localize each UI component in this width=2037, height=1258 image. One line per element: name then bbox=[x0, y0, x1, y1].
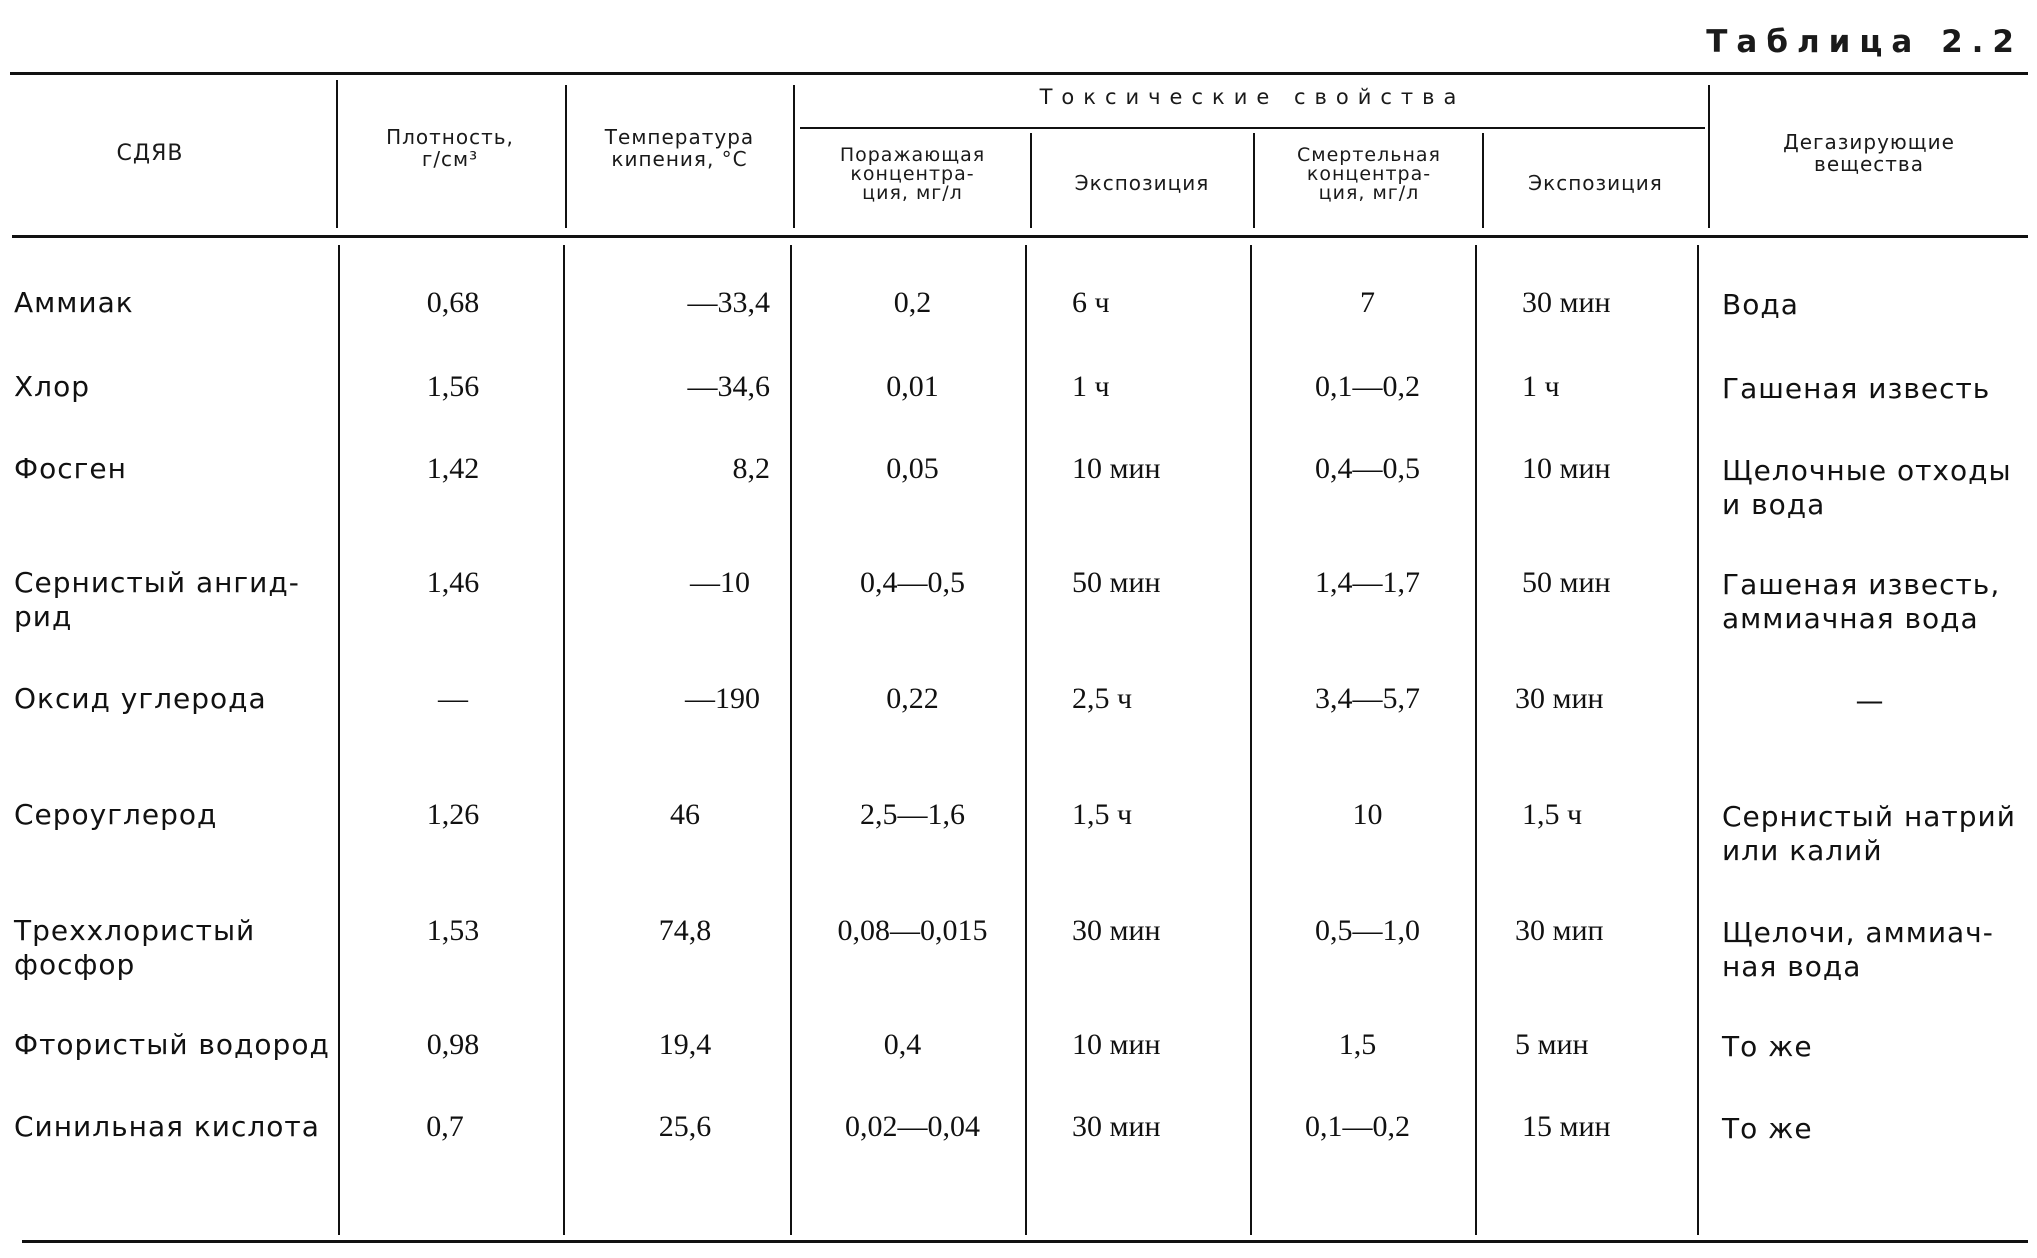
row-4-name: Сернистый ангид- рид bbox=[14, 566, 300, 633]
header-toxic-properties: Токсические свойства bbox=[1039, 85, 1466, 109]
bottom-rule bbox=[22, 1240, 2028, 1243]
row-1-damaging: 0,2 bbox=[893, 286, 932, 319]
row-4-density: 1,46 bbox=[426, 566, 480, 599]
header-degassing: Дегазирующие вещества bbox=[1783, 130, 1955, 176]
row-7-exposure-2: 30 мип bbox=[1515, 914, 1604, 947]
row-9-boiling: 25,6 bbox=[658, 1110, 712, 1143]
row-9-density: 0,7 bbox=[426, 1110, 464, 1143]
row-1-density: 0,68 bbox=[426, 286, 480, 319]
row-6-boiling: 46 bbox=[670, 798, 700, 831]
row-7-exposure-1: 30 мин bbox=[1072, 914, 1161, 947]
row-1-exposure-2: 30 мин bbox=[1522, 286, 1611, 319]
header-divider-5 bbox=[1253, 133, 1255, 228]
row-8-exposure-2: 5 мин bbox=[1515, 1028, 1589, 1061]
row-8-damaging: 0,4 bbox=[883, 1028, 922, 1061]
row-1-exposure-1: 6 ч bbox=[1072, 286, 1110, 319]
row-6-name: Сероуглерод bbox=[14, 798, 218, 831]
header-bottom-rule bbox=[12, 235, 2028, 238]
row-7-degassing: Щелочи, аммиач- ная вода bbox=[1722, 916, 1994, 983]
body-divider-4 bbox=[1025, 245, 1027, 1235]
row-8-boiling: 19,4 bbox=[658, 1028, 712, 1061]
row-2-name: Хлор bbox=[14, 370, 90, 403]
row-4-lethal: 1,4—1,7 bbox=[1315, 566, 1420, 599]
header-divider-2 bbox=[565, 85, 567, 228]
header-substance: СДЯВ bbox=[116, 141, 184, 166]
row-9-exposure-2: 15 мин bbox=[1522, 1110, 1611, 1143]
body-divider-5 bbox=[1250, 245, 1252, 1235]
row-1-boiling: —33,4 bbox=[687, 286, 770, 319]
row-6-damaging: 2,5—1,6 bbox=[860, 798, 965, 831]
row-1-name: Аммиак bbox=[14, 286, 134, 319]
row-3-damaging: 0,05 bbox=[886, 452, 939, 485]
row-2-exposure-1: 1 ч bbox=[1072, 370, 1110, 403]
header-divider-3 bbox=[793, 85, 795, 228]
row-9-damaging: 0,02—0,04 bbox=[845, 1110, 980, 1143]
row-7-name: Треххлористый фосфор bbox=[14, 914, 256, 981]
toxic-group-rule bbox=[800, 127, 1705, 129]
row-2-damaging: 0,01 bbox=[886, 370, 939, 403]
body-divider-1 bbox=[338, 245, 340, 1235]
row-6-exposure-2: 1,5 ч bbox=[1522, 798, 1583, 831]
row-4-exposure-2: 50 мин bbox=[1522, 566, 1611, 599]
row-3-density: 1,42 bbox=[426, 452, 480, 485]
row-5-density: — bbox=[438, 682, 468, 715]
row-4-degassing: Гашеная известь, аммиачная вода bbox=[1722, 568, 2001, 635]
row-5-degassing: — bbox=[1855, 684, 1885, 717]
row-4-damaging: 0,4—0,5 bbox=[860, 566, 965, 599]
row-2-lethal: 0,1—0,2 bbox=[1315, 370, 1420, 403]
body-divider-7 bbox=[1697, 245, 1699, 1235]
header-divider-7 bbox=[1708, 85, 1710, 228]
body-divider-2 bbox=[563, 245, 565, 1235]
row-7-boiling: 74,8 bbox=[658, 914, 712, 947]
row-8-lethal: 1,5 bbox=[1338, 1028, 1377, 1061]
row-3-boiling: 8,2 bbox=[732, 452, 770, 485]
row-9-degassing: То же bbox=[1722, 1112, 1813, 1145]
header-divider-4 bbox=[1030, 133, 1032, 228]
header-divider-1 bbox=[336, 80, 338, 228]
row-5-boiling: —190 bbox=[685, 682, 760, 715]
body-divider-3 bbox=[790, 245, 792, 1235]
header-lethal-concentration: Смертельная концентра- ция, мг/л bbox=[1297, 144, 1441, 204]
header-damaging-concentration: Поражающая концентра- ция, мг/л bbox=[839, 144, 986, 204]
row-8-exposure-1: 10 мин bbox=[1072, 1028, 1161, 1061]
row-7-density: 1,53 bbox=[426, 914, 480, 947]
row-1-lethal: 7 bbox=[1360, 286, 1375, 319]
row-5-exposure-2: 30 мин bbox=[1515, 682, 1604, 715]
row-4-boiling: —10 bbox=[690, 566, 750, 599]
row-8-density: 0,98 bbox=[426, 1028, 480, 1061]
row-4-exposure-1: 50 мин bbox=[1072, 566, 1161, 599]
row-6-degassing: Сернистый натрий или калий bbox=[1722, 800, 2016, 867]
header-density: Плотность, г/см³ bbox=[386, 125, 514, 171]
row-6-exposure-1: 1,5 ч bbox=[1072, 798, 1133, 831]
row-2-boiling: —34,6 bbox=[687, 370, 770, 403]
row-5-name: Оксид углерода bbox=[14, 682, 267, 715]
row-2-degassing: Гашеная известь bbox=[1722, 372, 1991, 405]
row-9-lethal: 0,1—0,2 bbox=[1305, 1110, 1410, 1143]
row-7-damaging: 0,08—0,015 bbox=[837, 914, 988, 947]
row-7-lethal: 0,5—1,0 bbox=[1315, 914, 1420, 947]
row-5-damaging: 0,22 bbox=[886, 682, 939, 715]
row-3-degassing: Щелочные отходы и вода bbox=[1722, 454, 2012, 521]
row-6-density: 1,26 bbox=[426, 798, 480, 831]
row-6-lethal: 10 bbox=[1352, 798, 1383, 831]
row-1-degassing: Вода bbox=[1722, 288, 1799, 321]
row-9-exposure-1: 30 мин bbox=[1072, 1110, 1161, 1143]
row-3-exposure-2: 10 мин bbox=[1522, 452, 1611, 485]
row-8-degassing: То же bbox=[1722, 1030, 1813, 1063]
row-2-density: 1,56 bbox=[426, 370, 480, 403]
row-3-lethal: 0,4—0,5 bbox=[1315, 452, 1420, 485]
table-caption: Таблица 2.2 bbox=[1706, 24, 2023, 60]
row-8-name: Фтористый водород bbox=[14, 1028, 330, 1061]
row-5-exposure-1: 2,5 ч bbox=[1072, 682, 1133, 715]
top-rule bbox=[10, 72, 2028, 75]
header-divider-6 bbox=[1482, 133, 1484, 228]
header-exposure-2: Экспозиция bbox=[1528, 171, 1663, 195]
header-boiling: Температура кипения, °C bbox=[604, 125, 755, 171]
row-9-name: Синильная кислота bbox=[14, 1110, 320, 1143]
row-2-exposure-2: 1 ч bbox=[1522, 370, 1560, 403]
row-3-name: Фосген bbox=[14, 452, 127, 485]
row-3-exposure-1: 10 мин bbox=[1072, 452, 1161, 485]
header-exposure-1: Экспозиция bbox=[1074, 171, 1210, 195]
row-5-lethal: 3,4—5,7 bbox=[1315, 682, 1420, 715]
